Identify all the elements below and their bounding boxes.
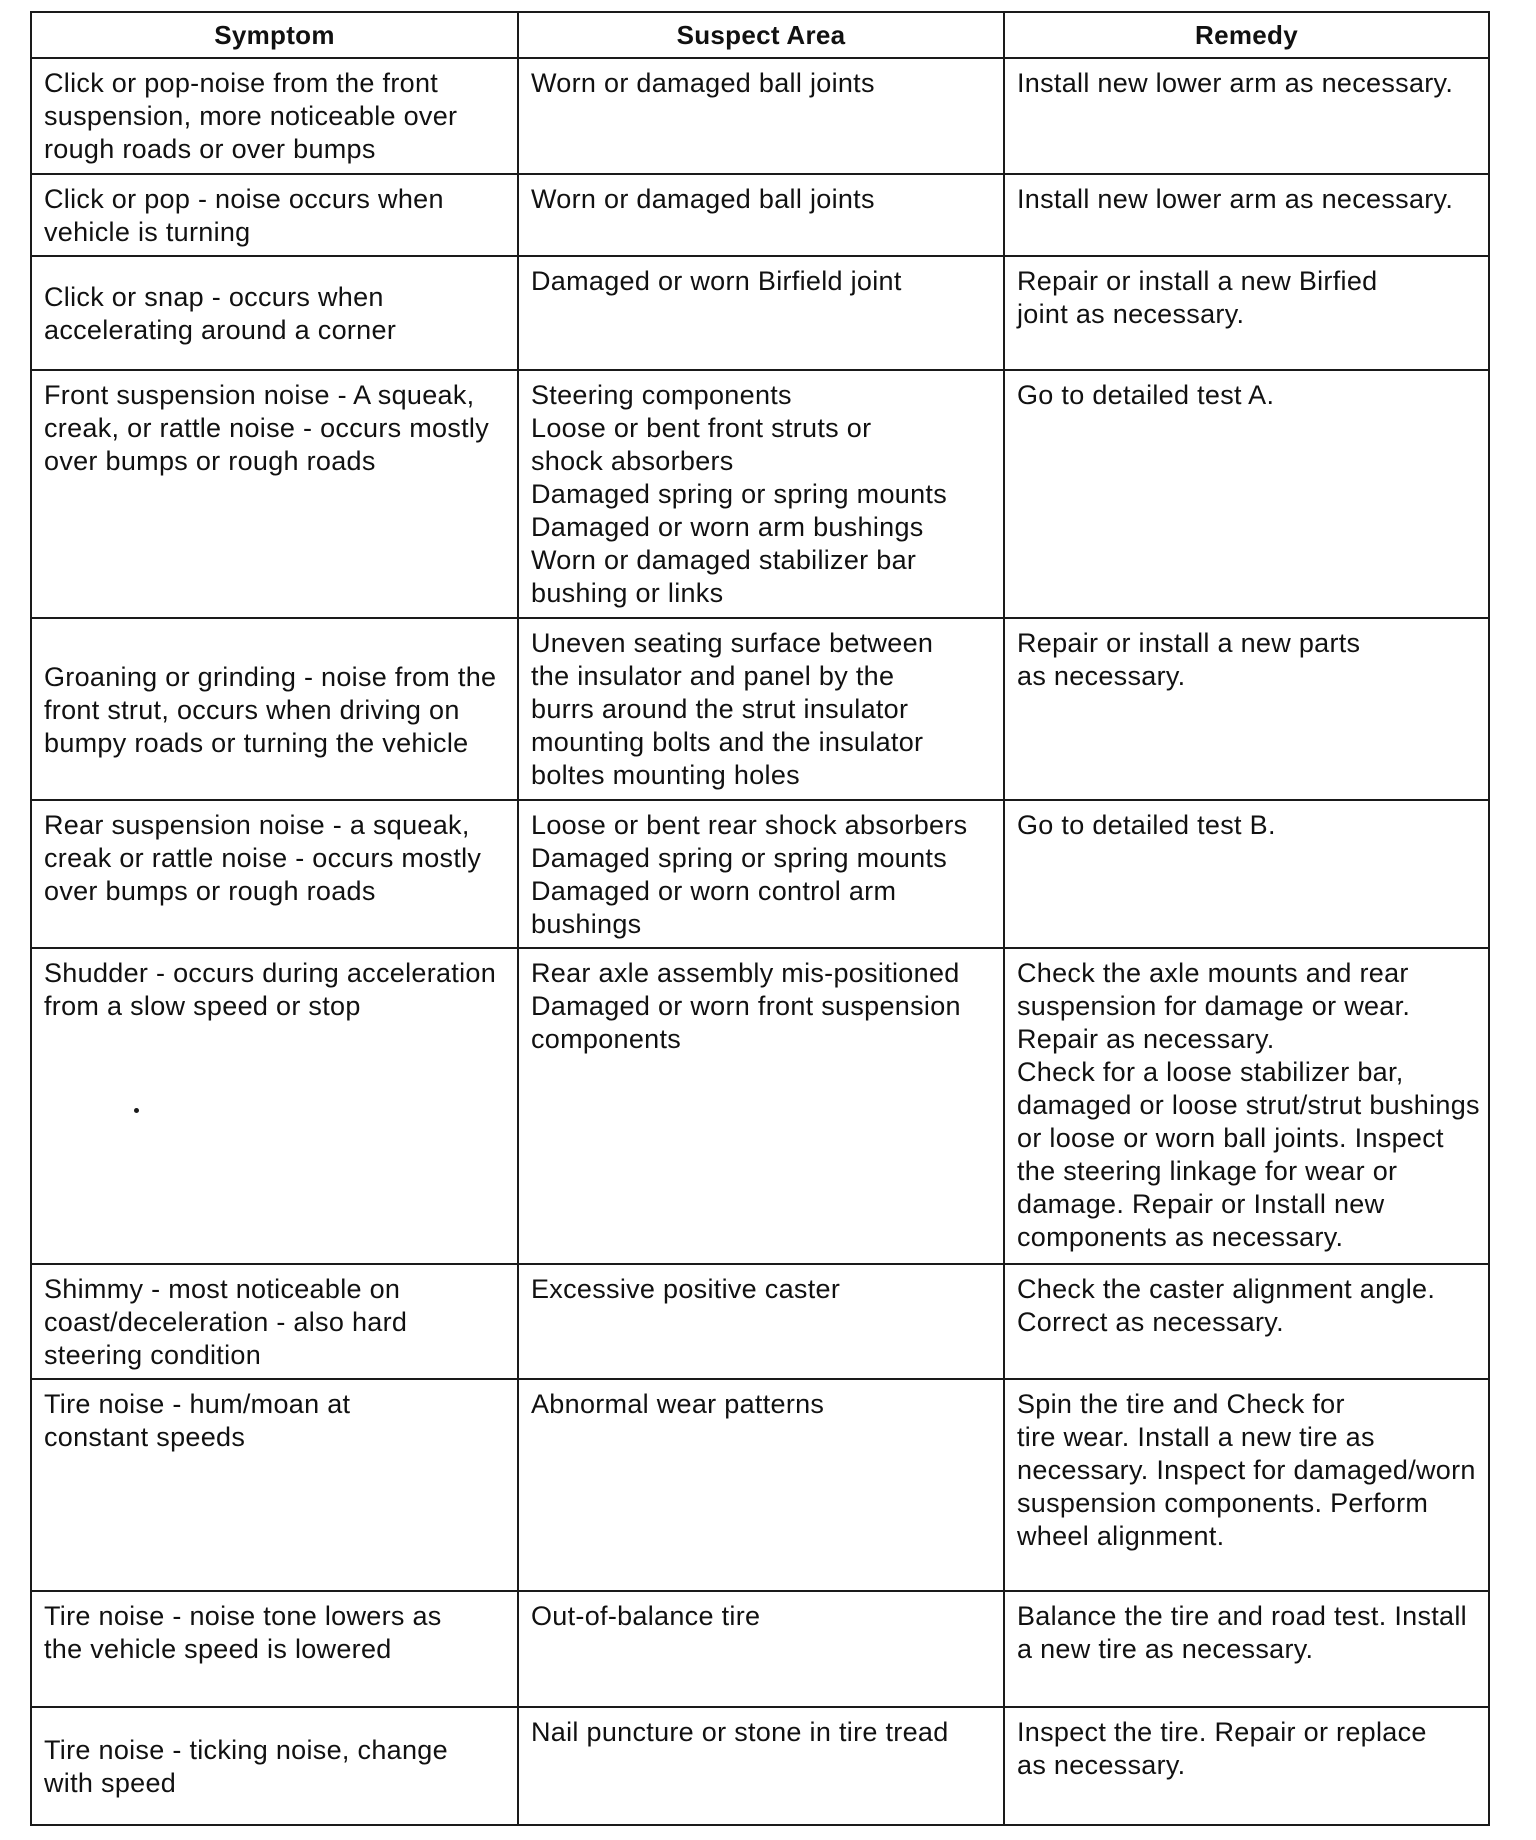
cell-text-line: creak or rattle noise - occurs mostly: [44, 843, 482, 873]
header-remedy: Remedy: [1004, 12, 1489, 58]
remedy-cell: [1004, 174, 1489, 256]
cell-text-line: Rear suspension noise - a squeak,: [44, 810, 470, 840]
suspension-diagnosis-table: [30, 11, 1490, 1826]
cell-text-line: Check the caster alignment angle.: [1017, 1274, 1436, 1304]
table-row: [31, 1707, 1489, 1825]
cell-text-line: accelerating around a corner: [44, 315, 397, 345]
cell-text-line: Groaning or grinding - noise from the: [44, 661, 497, 692]
cell-text-line: Abnormal wear patterns: [531, 1389, 825, 1419]
suspect-area-cell: [518, 1591, 1004, 1707]
remedy-cell: [1004, 256, 1489, 370]
cell-text-line: Damaged spring or spring mounts: [531, 843, 948, 873]
cell-text-line: burrs around the strut insulator: [531, 694, 909, 724]
cell-text-line: Worn or damaged stabilizer bar: [531, 545, 917, 575]
cell-text-line: Check for a loose stabilizer bar,: [1017, 1057, 1404, 1087]
table-body: [31, 58, 1489, 1825]
suspect-area-cell: [518, 1707, 1004, 1825]
cell-text-line: coast/deceleration - also hard: [44, 1307, 408, 1337]
header-symptom: Symptom: [31, 12, 518, 58]
cell-text-line: suspension, more noticeable over: [44, 101, 458, 131]
cell-text-line: as necessary.: [1017, 661, 1186, 691]
cell-text-line: over bumps or rough roads: [44, 876, 376, 906]
cell-text-line: Balance the tire and road test. Install: [1017, 1601, 1467, 1631]
cell-text-line: Check the axle mounts and rear: [1017, 958, 1409, 988]
suspect-area-cell: [518, 58, 1004, 174]
cell-text-line: Spin the tire and Check for: [1017, 1389, 1345, 1419]
cell-text-line: damaged or loose strut/strut bushings: [1017, 1090, 1480, 1120]
symptom-cell: [31, 58, 518, 174]
cell-text-line: creak, or rattle noise - occurs mostly: [44, 413, 490, 443]
cell-text-line: Damaged or worn arm bushings: [531, 512, 924, 542]
cell-text-line: Tire noise - ticking noise, change: [44, 1735, 448, 1765]
suspect-area-cell: [518, 1264, 1004, 1379]
cell-text-line: Repair or install a new parts: [1017, 628, 1361, 658]
cell-text-line: Shimmy - most noticeable on: [44, 1274, 401, 1304]
table-row: [31, 174, 1489, 256]
cell-text-line: suspension components. Perform: [1017, 1488, 1429, 1518]
cell-text-line: components as necessary.: [1017, 1222, 1344, 1252]
cell-text-line: Steering components: [531, 380, 792, 410]
table-row: [31, 948, 1489, 1264]
cell-text-line: with speed: [44, 1768, 177, 1798]
table-row: [31, 370, 1489, 618]
remedy-cell: [1004, 618, 1489, 800]
remedy-cell: [1004, 1591, 1489, 1707]
cell-text-line: steering condition: [44, 1340, 262, 1370]
cell-text-line: front strut, occurs when driving on: [44, 694, 460, 725]
symptom-cell: [31, 948, 518, 1264]
cell-text-line: Rear axle assembly mis-positioned: [531, 958, 960, 988]
cell-text-line: suspension for damage or wear.: [1017, 991, 1411, 1021]
cell-text-line: components: [531, 1024, 682, 1054]
suspect-area-cell: [518, 256, 1004, 370]
cell-text-line: Worn or damaged ball joints: [531, 184, 875, 214]
cell-text-line: joint as necessary.: [1017, 299, 1245, 329]
suspect-area-cell: [518, 1379, 1004, 1591]
cell-text-line: Install new lower arm as necessary.: [1017, 184, 1454, 214]
cell-text-line: or loose or worn ball joints. Inspect: [1017, 1123, 1444, 1153]
cell-text-line: Out-of-balance tire: [531, 1601, 761, 1631]
remedy-cell: [1004, 370, 1489, 618]
cell-text-line: bushing or links: [531, 578, 724, 608]
cell-text-line: rough roads or over bumps: [44, 134, 376, 164]
cell-text-line: Repair as necessary.: [1017, 1024, 1275, 1054]
cell-text-line: Click or pop - noise occurs when: [44, 184, 444, 214]
cell-text-line: Install new lower arm as necessary.: [1017, 68, 1454, 98]
cell-text-line: the insulator and panel by the: [531, 661, 895, 691]
cell-text-line: mounting bolts and the insulator: [531, 727, 924, 757]
symptom-cell: [31, 1707, 518, 1825]
cell-text-line: Shudder - occurs during acceleration: [44, 958, 497, 988]
cell-text-line: Front suspension noise - A squeak,: [44, 380, 475, 410]
cell-text-line: Nail puncture or stone in tire tread: [531, 1717, 949, 1747]
cell-text-line: bushings: [531, 909, 642, 939]
cell-text-line: a new tire as necessary.: [1017, 1634, 1314, 1664]
symptom-cell: [31, 800, 518, 948]
remedy-cell: [1004, 1707, 1489, 1825]
remedy-cell: [1004, 58, 1489, 174]
suspect-area-cell: [518, 370, 1004, 618]
cell-text-line: Excessive positive caster: [531, 1274, 841, 1304]
suspect-area-cell: [518, 948, 1004, 1264]
header-suspect-area: Suspect Area: [518, 12, 1004, 58]
symptom-cell: [31, 174, 518, 256]
cell-text-line: vehicle is turning: [44, 217, 251, 247]
suspect-area-cell: [518, 800, 1004, 948]
symptom-cell: [31, 1379, 518, 1591]
cell-text-line: Go to detailed test B.: [1017, 810, 1276, 840]
cell-text-line: boltes mounting holes: [531, 760, 800, 790]
table-row: [31, 618, 1489, 800]
cell-text-line: bumpy roads or turning the vehicle: [44, 727, 469, 758]
cell-text-line: Correct as necessary.: [1017, 1307, 1284, 1337]
cell-text-line: Click or snap - occurs when: [44, 282, 384, 312]
symptom-cell: [31, 1264, 518, 1379]
cell-text-line: as necessary.: [1017, 1750, 1186, 1780]
cell-text-line: Uneven seating surface between: [531, 628, 934, 658]
symptom-cell: [31, 370, 518, 618]
suspect-area-cell: [518, 174, 1004, 256]
table-row: [31, 1379, 1489, 1591]
cell-text-line: Damaged or worn control arm: [531, 876, 897, 906]
cell-text-line: Click or pop-noise from the front: [44, 68, 439, 98]
cell-text-line: Repair or install a new Birfied: [1017, 266, 1378, 296]
cell-text-line: the vehicle speed is lowered: [44, 1634, 392, 1664]
cell-text-line: Worn or damaged ball joints: [531, 68, 875, 98]
suspect-area-cell: [518, 618, 1004, 800]
symptom-cell: [31, 1591, 518, 1707]
cell-text-line: Damaged spring or spring mounts: [531, 479, 948, 509]
cell-text-line: Go to detailed test A.: [1017, 380, 1275, 410]
table-row: [31, 800, 1489, 948]
table-row: [31, 256, 1489, 370]
remedy-cell: [1004, 800, 1489, 948]
remedy-cell: [1004, 1264, 1489, 1379]
symptom-cell: [31, 618, 518, 800]
cell-text-line: Damaged or worn Birfield joint: [531, 266, 902, 296]
cell-text-line: damage. Repair or Install new: [1017, 1189, 1385, 1219]
diagnosis-table-container: [30, 11, 1488, 1826]
cell-text-line: necessary. Inspect for damaged/worn: [1017, 1455, 1476, 1485]
remedy-cell: [1004, 948, 1489, 1264]
cell-text-line: over bumps or rough roads: [44, 446, 376, 476]
cell-text-line: constant speeds: [44, 1422, 246, 1452]
cell-text-line: Tire noise - noise tone lowers as: [44, 1601, 442, 1631]
cell-text-line: Damaged or worn front suspension: [531, 991, 961, 1021]
cell-text-line: Loose or bent front struts or: [531, 413, 872, 443]
cell-text-line: tire wear. Install a new tire as: [1017, 1422, 1375, 1452]
remedy-cell: [1004, 1379, 1489, 1591]
cell-text-line: the steering linkage for wear or: [1017, 1156, 1398, 1186]
cell-text-line: shock absorbers: [531, 446, 734, 476]
cell-text-line: from a slow speed or stop: [44, 991, 361, 1021]
stray-dot-mark: [134, 1108, 139, 1113]
table-row: [31, 1591, 1489, 1707]
cell-text-line: Loose or bent rear shock absorbers: [531, 810, 968, 840]
cell-text-line: Inspect the tire. Repair or replace: [1017, 1717, 1427, 1747]
cell-text-line: Tire noise - hum/moan at: [44, 1389, 351, 1419]
symptom-cell: [31, 256, 518, 370]
table-row: [31, 1264, 1489, 1379]
cell-text-line: wheel alignment.: [1017, 1521, 1225, 1551]
header-row: [31, 12, 1489, 58]
table-row: [31, 58, 1489, 174]
